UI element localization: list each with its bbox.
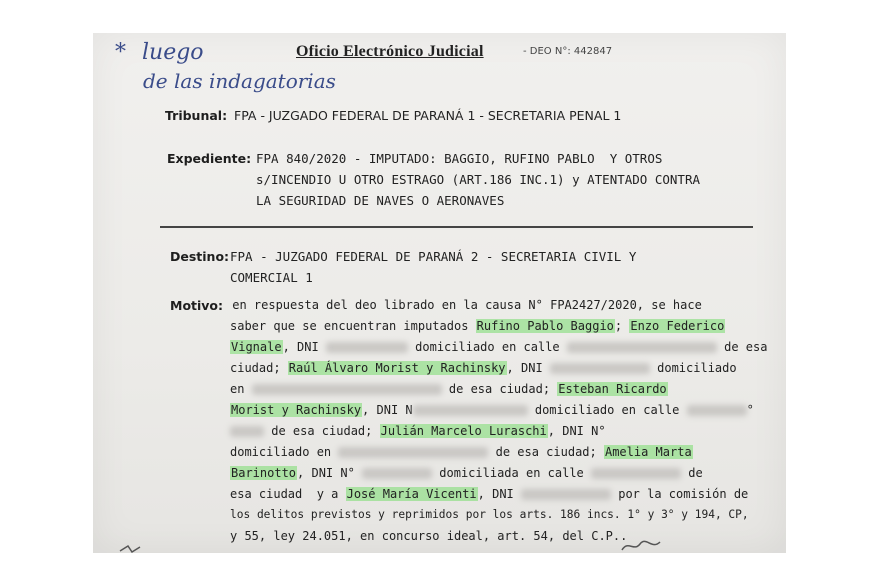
redacted-block xyxy=(550,363,650,374)
redacted-block xyxy=(338,447,488,458)
motivo-label: Motivo: xyxy=(170,298,224,313)
redacted-block xyxy=(687,405,747,416)
redacted-block xyxy=(521,489,611,500)
expediente-line-1: FPA 840/2020 - IMPUTADO: BAGGIO, RUFINO PABLO Y OTROS xyxy=(256,151,663,166)
redacted-block xyxy=(230,426,264,437)
motivo-line-6: Morist y Rachinsky, DNI N domiciliado en calle ° xyxy=(231,403,754,417)
motivo-line-3: Vignale, DNI domiciliado en calle de esa xyxy=(231,340,768,354)
motivo-line-11: los delitos previstos y reprimidos por los arts. 186 incs. 1° y 3° y 194, CP, xyxy=(230,508,749,521)
motivo-line-5: en de esa ciudad; Esteban Ricardo xyxy=(230,382,667,396)
destino-line-2: COMERCIAL 1 xyxy=(230,270,313,285)
expediente-line-2: s/INCENDIO U OTRO ESTRAGO (ART.186 INC.1) y ATENTADO CONTRA xyxy=(256,172,701,187)
motivo-line-4: ciudad; Raúl Álvaro Morist y Rachinsky, DNI domiciliado xyxy=(230,361,737,375)
highlighted-name: Morist y Rachinsky xyxy=(231,403,362,417)
redacted-block xyxy=(567,342,717,353)
handwritten-asterisk: * xyxy=(115,40,126,65)
motivo-line-12: y 55, ley 24.051, en concurso ideal, art. 54, del C.P.. xyxy=(230,529,628,543)
expediente-line-3: LA SEGURIDAD DE NAVES O AERONAVES xyxy=(256,193,505,208)
motivo-line-9: Barinotto, DNI N° domiciliada en calle de xyxy=(231,466,703,480)
redacted-block xyxy=(252,384,442,395)
motivo-line-8: domiciliado en de esa ciudad; Amelia Marta xyxy=(230,445,692,459)
bottom-scribble-right xyxy=(620,538,670,554)
motivo-line-2: saber que se encuentran imputados Rufino Pablo Baggio; Enzo Federico xyxy=(230,319,725,333)
highlighted-name: Julián Marcelo Luraschi xyxy=(380,424,547,438)
handwritten-note-line2: de las indagatorias xyxy=(143,69,336,93)
handwritten-note-line1: luego xyxy=(142,40,204,65)
section-divider xyxy=(160,226,753,228)
destino-line-1: FPA - JUZGADO FEDERAL DE PARANÁ 2 - SECRETARIA CIVIL Y xyxy=(230,249,637,264)
document-title: Oficio Electrónico Judicial xyxy=(296,43,484,60)
expediente-label: Expediente: xyxy=(167,151,252,166)
tribunal-value: FPA - JUZGADO FEDERAL DE PARANÁ 1 - SECRETARIA PENAL 1 xyxy=(234,108,622,123)
deo-number: - DEO N°: 442847 xyxy=(523,46,613,57)
tribunal-label: Tribunal: xyxy=(165,108,228,123)
motivo-line-1: en respuesta del deo librado en la causa N° FPA2427/2020, se hace xyxy=(225,298,702,312)
motivo-line-10: esa ciudad y a José María Vicenti, DNI por la comisión de xyxy=(230,487,749,501)
highlighted-name: Esteban Ricardo xyxy=(558,382,667,396)
destino-label: Destino: xyxy=(170,249,230,264)
highlighted-name: Barinotto xyxy=(231,466,297,480)
highlighted-name: Vignale xyxy=(231,340,282,354)
highlighted-name: Rufino Pablo Baggio xyxy=(476,319,614,333)
bottom-scribble-left xyxy=(118,543,148,555)
redacted-block xyxy=(326,342,408,353)
highlighted-name: José María Vicenti xyxy=(346,487,477,501)
redacted-block xyxy=(591,468,681,479)
redacted-block xyxy=(362,468,432,479)
motivo-line-7: de esa ciudad; Julián Marcelo Luraschi, DNI N° xyxy=(230,424,606,438)
redacted-block xyxy=(413,405,528,416)
highlighted-name: Raúl Álvaro Morist y Rachinsky xyxy=(288,361,506,375)
highlighted-name: Amelia Marta xyxy=(604,445,692,459)
highlighted-name: Enzo Federico xyxy=(630,319,725,333)
